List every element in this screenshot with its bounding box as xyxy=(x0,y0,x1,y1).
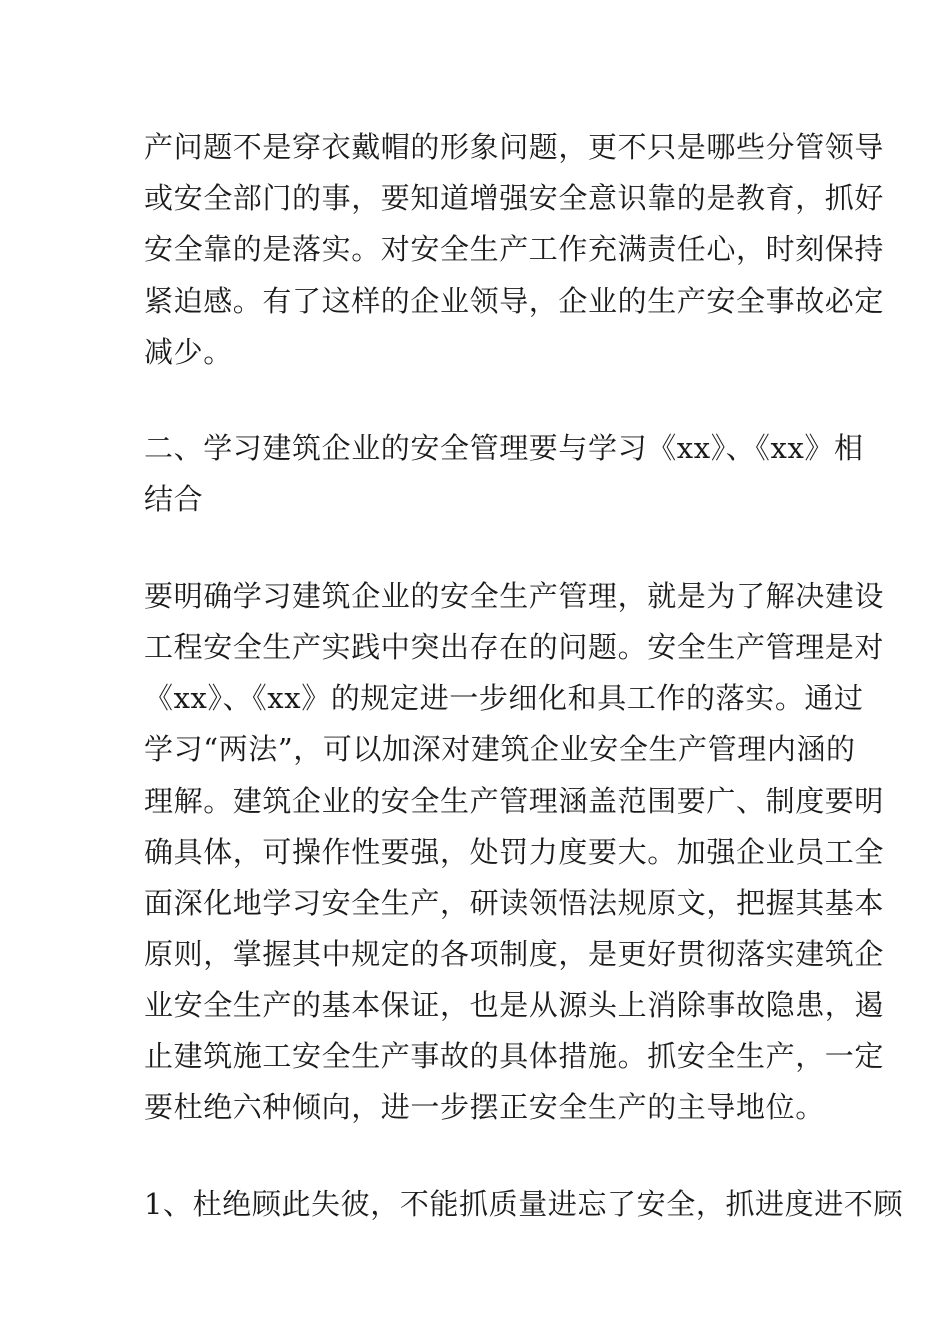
paragraph-line: 要杜绝六种倾向，进一步摆正安全生产的主导地位。 xyxy=(144,1090,825,1124)
list-item-line: 1、杜绝顾此失彼，不能抓质量进忘了安全，抓进度进不顾 xyxy=(144,1187,904,1221)
paragraph-line: 确具体，可操作性要强，处罚力度要大。加强企业员工全 xyxy=(144,835,885,869)
section-heading-line: 结合 xyxy=(144,482,204,516)
paragraph-line: 学习“两法”，可以加深对建筑企业安全生产管理内涵的 xyxy=(144,732,856,766)
paragraph-line: 要明确学习建筑企业的安全生产管理，就是为了解决建设 xyxy=(144,579,885,613)
paragraph-line: 业安全生产的基本保证，也是从源头上消除事故隐患，遏 xyxy=(144,988,885,1022)
paragraph-line: 原则，掌握其中规定的各项制度，是更好贯彻落实建筑企 xyxy=(144,937,885,971)
paragraph-line: 止建筑施工安全生产事故的具体措施。抓安全生产，一定 xyxy=(144,1039,885,1073)
paragraph-line: 紧迫感。有了这样的企业领导，企业的生产安全事故必定 xyxy=(144,284,885,318)
section-heading-line: 二、学习建筑企业的安全管理要与学习《xx》、《xx》相 xyxy=(144,431,864,465)
paragraph-line: 安全靠的是落实。对安全生产工作充满责任心，时刻保持 xyxy=(144,232,885,266)
paragraph-line: 产问题不是穿衣戴帽的形象问题，更不只是哪些分管领导 xyxy=(144,130,885,164)
paragraph-line: 《xx》、《xx》的规定进一步细化和具工作的落实。通过 xyxy=(144,681,864,715)
paragraph-line: 面深化地学习安全生产，研读领悟法规原文，把握其基本 xyxy=(144,886,885,920)
paragraph-line: 或安全部门的事，要知道增强安全意识靠的是教育，抓好 xyxy=(144,181,885,215)
paragraph-line: 理解。建筑企业的安全生产管理涵盖范围要广、制度要明 xyxy=(144,784,885,818)
paragraph-line: 工程安全生产实践中突出存在的问题。安全生产管理是对 xyxy=(144,630,885,664)
paragraph-line: 减少。 xyxy=(144,335,233,369)
